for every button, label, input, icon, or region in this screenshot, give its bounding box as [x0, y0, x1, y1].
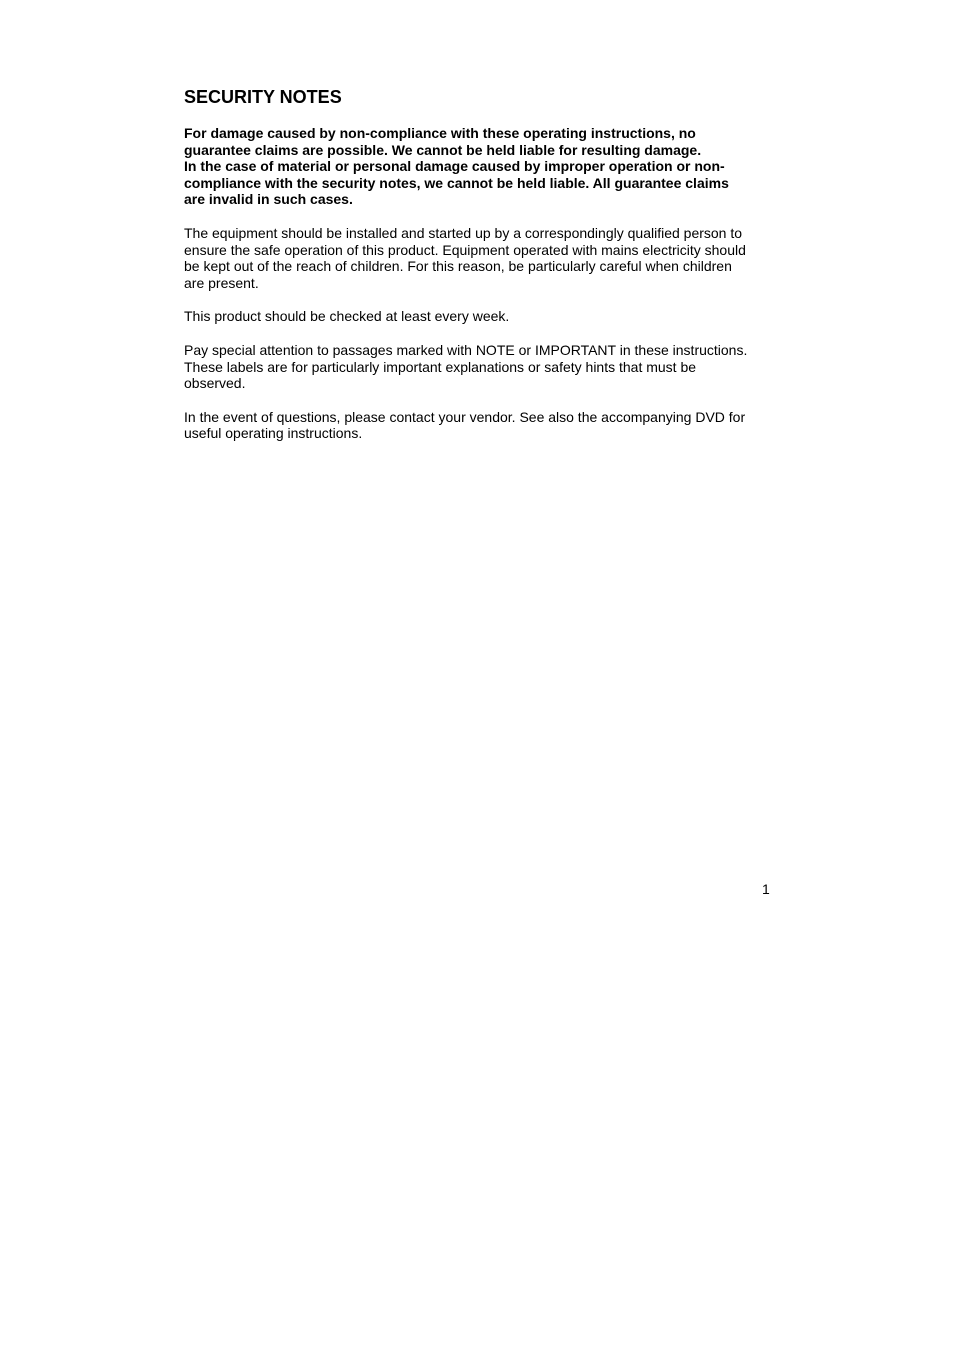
contact-paragraph [184, 409, 774, 442]
installation-paragraph [184, 225, 774, 291]
text-line: observed. [184, 375, 246, 392]
text-line: For damage caused by non-compliance with these operating instructions, no [184, 125, 696, 141]
page-number: 1 [762, 881, 770, 897]
text-line: ensure the safe operation of this product. Equipment operated with mains electricity should [184, 241, 746, 258]
text-line: guarantee claims are possible. We cannot be held liable for resulting damage. [184, 141, 702, 158]
check-paragraph [184, 308, 774, 325]
text-line: useful operating instructions. [184, 425, 363, 442]
text-line: In the event of questions, please contact your vendor. See also the accompanying DVD for [184, 408, 746, 425]
page-content [184, 86, 774, 459]
text-line: The equipment should be installed and started up by a correspondingly qualified person to [184, 224, 743, 241]
page-title: SECURITY NOTES [184, 87, 342, 107]
text-line: are invalid in such cases. [184, 191, 353, 208]
text-line: be kept out of the reach of children. For this reason, be particularly careful when children [184, 258, 732, 275]
text-line: compliance with the security notes, we cannot be held liable. All guarantee claims [184, 174, 729, 191]
text-line: In the case of material or personal damage caused by improper operation or non- [184, 158, 725, 175]
text-line: This product should be checked at least every week. [184, 308, 510, 325]
text-line: Pay special attention to passages marked with NOTE or IMPORTANT in these instructions. [184, 341, 748, 358]
text-line: are present. [184, 274, 259, 291]
text-line: These labels are for particularly important explanations or safety hints that must be [184, 358, 697, 375]
attention-paragraph [184, 342, 774, 392]
liability-paragraph [184, 125, 774, 208]
